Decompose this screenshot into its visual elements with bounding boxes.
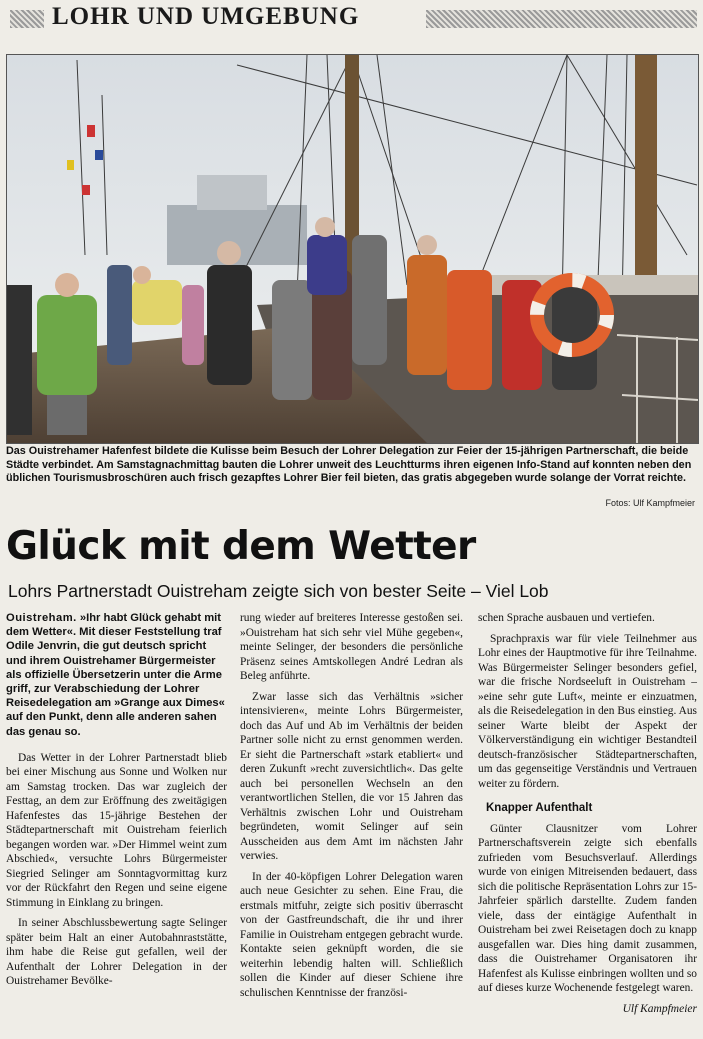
article-subheadline: Lohrs Partnerstadt Ouistreham zeigte sich von bester Seite – Viel Lob — [8, 581, 549, 601]
photo-caption-text: Das Ouistrehamer Hafenfest bildete die Kulisse beim Besuch der Lohrer Delegation zur Feier der 15-jährigen Partnerschaft, die beide Städte verbindet. Am Samstagnachmittag bauten die Lohrer unweit des Leuchtturms ihren eigenen Info-Stand auf konnten neben den üblichen Tourismusbroschüren auch frisch gezapftes Lohrer Bier feil bieten, das gratis abgegeben wurde solange der Vorrat reichte. — [6, 445, 692, 485]
paragraph: Zwar lasse sich das Verhältnis »sicher intensivieren«, meinte Lohrs Bürgermeister, doch das Auf und Ab im Verhältnis der beiden Partner solle nicht zu ernst genommen werden. Er sieht die Partnerschaft »stark etabliert« und deren Zukunft »recht zuversichtlich«. Das gelte auch bei personellen Wechseln an den verantwortlichen Stellen, die vor 15 Jahren das Verhältnis zwischen Lohr und Ouistreham begründeten, womit Selinger auf sein Ausscheiden aus dem Amt im nächsten Jahr verwies. — [240, 690, 463, 862]
photo-caption — [6, 445, 697, 486]
lead-text: »Ihr habt Glück gehabt mit dem Wetter«. Mit dieser Feststellung traf Odile Jenvrin, die gut deutsch spricht und ihrem Ouistrehamer Bürgermeister als offizielle Übersetzerin unter die Arme griff, zur Verabschiedung der Lohrer Reisedelegation am »Grange aux Dimes« auf den Punkt, denn alle anderen sahen das genau so. — [6, 612, 225, 738]
harbor-festival-photo — [6, 54, 699, 444]
section-header — [6, 4, 697, 30]
paragraph: Sprachpraxis war für viele Teilnehmer aus Lohr eines der Hauptmotive für ihre Teilnahme. Was Bürgermeister Selinger besonders gefiel, war die frische Nordseeluft in Ouistreham – »eine sehr gute Luft«, meinte er einzuatmen, als die Reisedelegation in den Bus einstieg. Aus seiner Warte bleibt der Aspekt der Völkerverständigung ein wichtiger Bestandteil deutsch-französischer Städtepartnerschaften, um das gegenseitige Verständnis und Vertrauen weiter zu fördern. — [478, 632, 697, 790]
article-headline: Glück mit dem Wetter — [6, 524, 476, 569]
article-column-3 — [478, 611, 697, 1016]
paragraph: schen Sprache ausbauen und vertiefen. — [478, 612, 655, 624]
article-subheading: Knapper Aufenthalt — [486, 802, 593, 814]
dateline: Ouistreham. — [6, 612, 77, 624]
article-author: Ulf Kampfmeier — [622, 1002, 697, 1015]
section-title: LOHR UND UMGEBUNG — [52, 3, 360, 30]
article-column-1 — [6, 611, 227, 995]
section-hatch-left — [10, 10, 44, 28]
paragraph: In seiner Abschlussbewertung sagte Selinger später beim Halt an einer Autobahnraststätte, ihm habe die Reise gut gefallen, weil der Aufenthalt der Lohrer Delegation in der Ouistrehamer Bevölke- — [6, 917, 227, 988]
photo-credit: Fotos: Ulf Kampfmeier — [605, 498, 695, 508]
article-column-2 — [240, 611, 463, 1006]
section-hatch-right — [426, 10, 697, 28]
paragraph: rung wieder auf breiteres Interesse gestoßen sei. »Ouistreham hat sich sehr viel Mühe gegeben«, meinte Selinger, der besonders die persönliche Präsenz seines Amtskollegen André Ledran als Beleg anführte. — [240, 612, 463, 682]
paragraph: Das Wetter in der Lohrer Partnerstadt blieb bei einer Mischung aus Sonne und Wolken nur am Samstag trocken. Das war zugleich der Festtag, an dem zur Eröffnung des zweitägigen Hafenfestes das 15-jährige Bestehen der Städtepartnerschaft mit Ouistreham feierlich begangen worden war. »Der Himmel weint zum Abschied«, versuchte Lohrs Bürgermeister Siegried Selinger am Sonntagvormittag kurz vor der Rückfahrt den Regen und seine eigene Stimmung in Einklang zu bringen. — [6, 751, 227, 909]
paragraph: In der 40-köpfigen Lohrer Delegation waren auch neue Gesichter zu sehen. Eine Frau, die erstmals mitfuhr, zeigte sich positiv überrascht von der Gastfreundschaft, die ihr und ihrer Familie in Ouistreham entgegen gebracht wurde. Kontakte seien geknüpft worden, die sie weiterhin lebendig halten will. Schließlich sollen die Kinder auf dieser Schiene ihre schulischen Kenntnisse der französi- — [240, 870, 463, 999]
article-lead — [6, 611, 227, 739]
paragraph: Günter Clausnitzer vom Lohrer Partnerschaftsverein zeigte sich ebenfalls zufrieden vom Besuchsverlauf. Allerdings wurde von einigen Mitreisenden bedauert, dass sich die politische Repräsentation Lohrs zur 15-Jahrfeier spärlich darstellte. Zudem fanden viele, dass der eintägige Aufenthalt in Ouistreham bei zwei Reisetagen doch zu knapp ausgefallen war. Dies hing damit zusammen, dass die Ouistrehamer Organisatoren ihr Hafenfest als Kulisse einbringen wollten und so auf dieses kurze Wochenende festgelegt waren. — [478, 822, 697, 994]
